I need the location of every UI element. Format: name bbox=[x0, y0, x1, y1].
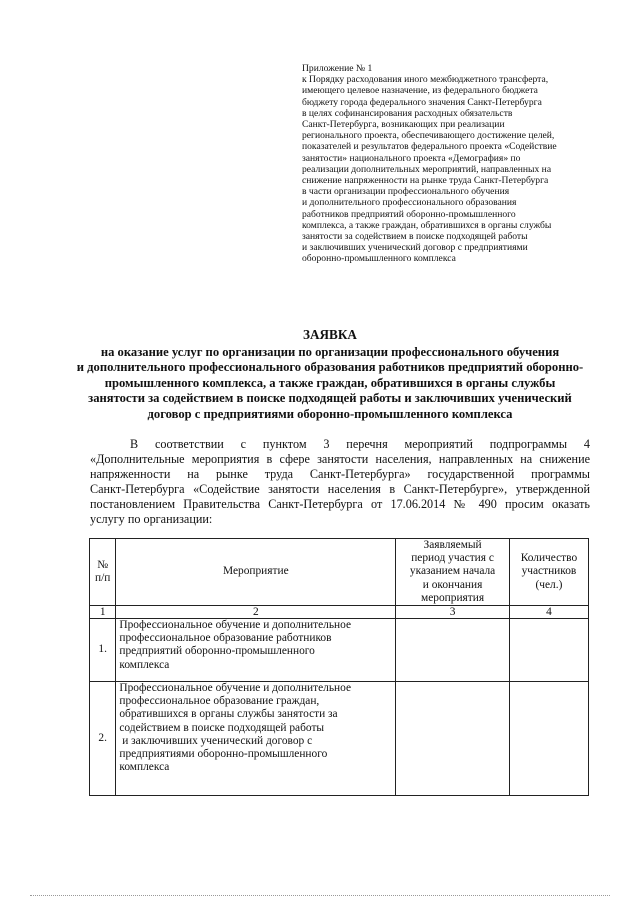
paragraph-line: постановлением Правительства Санкт-Петербурга от 17.06.2014 № 490 просим оказать bbox=[90, 497, 590, 512]
appendix-line: Санкт-Петербурга, возникающих при реализации bbox=[302, 119, 505, 131]
row-event-line: Профессиональное обучение и дополнительное bbox=[119, 619, 352, 632]
appendix-line: и дополнительного профессионального образования bbox=[302, 197, 517, 209]
row-period[interactable] bbox=[396, 619, 510, 682]
column-number: 1 bbox=[90, 606, 116, 619]
appendix-line: комплекса, а также граждан, обратившихся в органы службы bbox=[302, 219, 552, 231]
request-paragraph bbox=[90, 437, 590, 528]
row-num: 2. bbox=[90, 682, 116, 796]
paragraph-line: В соответствии с пунктом 3 перечня мероприятий подпрограммы 4 bbox=[130, 437, 590, 451]
document-title bbox=[70, 327, 590, 423]
row-num: 1. bbox=[90, 619, 116, 682]
row-event-line: комплекса bbox=[119, 761, 170, 774]
appendix-line: имеющего целевое назначение, из федерального бюджета bbox=[302, 85, 538, 97]
appendix-line: и заключивших ученический договор с предприятиями bbox=[302, 242, 528, 254]
row-event bbox=[116, 619, 396, 682]
appendix-line: в целях софинансирования расходных обязательств bbox=[302, 107, 513, 119]
header-count-line: Количество bbox=[520, 552, 578, 565]
header-count-line: участников bbox=[521, 565, 577, 578]
header-period-line: период участия с bbox=[411, 552, 494, 565]
paragraph-line: напряженности на рынке труда Санкт-Петербурга» государственной программы bbox=[90, 467, 590, 482]
header-num-line: п/п bbox=[95, 572, 111, 584]
row-event-line: профессиональное образование граждан, bbox=[119, 695, 320, 708]
header-count-line: (чел.) bbox=[535, 578, 563, 591]
title-main: ЗАЯВКА bbox=[303, 327, 357, 342]
table-row bbox=[90, 682, 589, 796]
appendix-line: показателей и результатов федерального проекта «Содействие bbox=[302, 141, 557, 153]
header-num-line: № bbox=[97, 558, 109, 571]
header-event: Мероприятие bbox=[116, 539, 396, 606]
row-count[interactable] bbox=[509, 619, 588, 682]
appendix-line: оборонно-промышленного комплекса bbox=[302, 253, 456, 265]
title-line: и дополнительного профессионального образования работников предприятий оборонно- bbox=[76, 360, 584, 375]
row-event-line: предприятиями оборонно-промышленного bbox=[119, 748, 328, 761]
appendix-block bbox=[302, 63, 602, 265]
appendix-line: в части организации профессионального обучения bbox=[302, 186, 510, 198]
header-num bbox=[90, 539, 116, 606]
appendix-line: занятости» национального проекта «Демография» по bbox=[302, 152, 521, 164]
header-count bbox=[509, 539, 588, 606]
table-row bbox=[90, 619, 589, 682]
title-line: на оказание услуг по организации по организации профессионального обучения bbox=[100, 344, 560, 359]
appendix-line: регионального проекта, обеспечивающего достижение целей, bbox=[302, 130, 555, 142]
column-number: 3 bbox=[396, 606, 510, 619]
paragraph-line: Санкт-Петербурга «Содействие занятости населения в Санкт-Петербурге», утвержденной bbox=[90, 482, 590, 497]
header-period bbox=[396, 539, 510, 606]
paragraph-line: услугу по организации: bbox=[90, 512, 213, 527]
appendix-line: реализации дополнительных мероприятий, направленных на bbox=[302, 163, 552, 175]
request-table bbox=[89, 538, 589, 796]
row-event-line: содействием в поиске подходящей работы bbox=[119, 721, 325, 734]
appendix-line: снижение напряженности на рынке труда Санкт-Петербурга bbox=[302, 175, 549, 187]
row-event-line: Профессиональное обучение и дополнительное bbox=[119, 682, 352, 695]
appendix-line: к Порядку расходования иного межбюджетного трансферта, bbox=[302, 74, 549, 86]
header-period-line: и окончания bbox=[422, 578, 483, 591]
row-event-line: профессиональное образование работников bbox=[119, 632, 332, 645]
header-period-line: Заявляемый bbox=[423, 539, 482, 551]
title-line: договор с предприятиями оборонно-промышленного комплекса bbox=[147, 406, 513, 421]
row-count[interactable] bbox=[509, 682, 588, 796]
row-event-line: комплекса bbox=[119, 658, 170, 671]
title-line: промышленного комплекса, а также граждан, обратившихся в органы службы bbox=[104, 375, 556, 390]
paragraph-line: «Дополнительные мероприятия в сфере занятости населения, направленных на снижение bbox=[90, 452, 590, 467]
column-number: 2 bbox=[116, 606, 396, 619]
column-number: 4 bbox=[509, 606, 588, 619]
column-number-row bbox=[90, 606, 589, 619]
table-header-row bbox=[90, 539, 589, 606]
appendix-line: бюджету города федерального значения Санкт-Петербурга bbox=[302, 96, 542, 108]
appendix-line: работников предприятий оборонно-промышленного bbox=[302, 208, 516, 220]
header-period-line: мероприятия bbox=[421, 591, 485, 604]
row-event-line: предприятий оборонно-промышленного bbox=[119, 645, 315, 658]
title-line: занятости за содействием в поиске подходящей работы и заключивших ученический bbox=[88, 391, 572, 406]
row-event-line: обратившихся в органы службы занятости за bbox=[119, 708, 338, 721]
appendix-line: Приложение № 1 bbox=[302, 63, 373, 74]
page-bottom-edge bbox=[30, 895, 610, 896]
row-event bbox=[116, 682, 396, 796]
header-period-line: указанием начала bbox=[409, 565, 496, 578]
appendix-line: занятости за содействием в поиске подходящей работы bbox=[302, 231, 528, 243]
row-event-line: и заключивших ученический договор с bbox=[119, 734, 313, 747]
row-period[interactable] bbox=[396, 682, 510, 796]
